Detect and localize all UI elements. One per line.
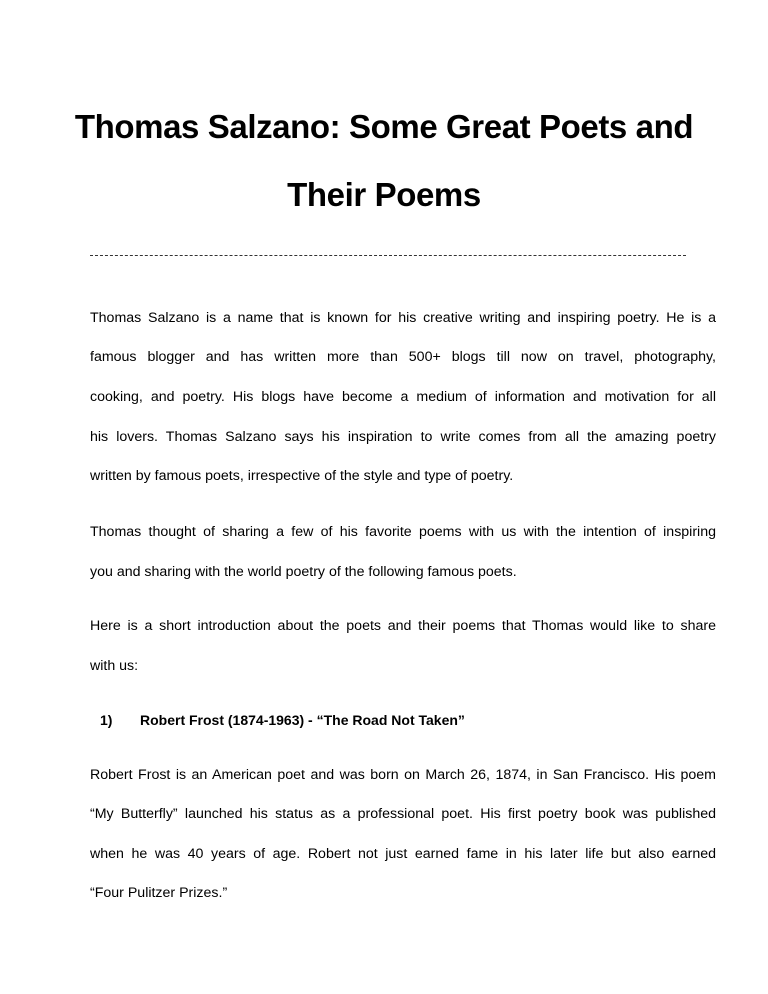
- dashed-separator: [90, 255, 686, 256]
- frost-paragraph-line: “Four Pulitzer Prizes.”: [90, 885, 228, 901]
- section-number: 1): [100, 712, 113, 728]
- intro-paragraph-line: his lovers. Thomas Salzano says his inspiration to write comes from all the amazing poetry: [90, 429, 716, 445]
- intro-paragraph-line: Thomas Salzano is a name that is known for his creative writing and inspiring poetry. He is a: [90, 310, 716, 326]
- section-heading-robert-frost: [100, 712, 465, 728]
- intro-paragraph-line: cooking, and poetry. His blogs have become a medium of information and motivation for all: [90, 389, 716, 405]
- frost-paragraph-line: when he was 40 years of age. Robert not just earned fame in his later life but also earned: [90, 846, 716, 862]
- short-intro-paragraph-line: with us:: [90, 658, 139, 674]
- document-title-line-1: Thomas Salzano: Some Great Poets and: [74, 108, 694, 145]
- sharing-paragraph-line: you and sharing with the world poetry of the following famous poets.: [90, 564, 517, 580]
- frost-paragraph-line: “My Butterfly” launched his status as a professional poet. His first poetry book was published: [90, 806, 716, 822]
- intro-paragraph-line: famous blogger and has written more than 500+ blogs till now on travel, photography,: [90, 349, 716, 365]
- frost-paragraph-line: Robert Frost is an American poet and was born on March 26, 1874, in San Francisco. His poem: [90, 767, 716, 783]
- intro-paragraph-line: written by famous poets, irrespective of the style and type of poetry.: [90, 468, 514, 484]
- document-title-line-2: Their Poems: [287, 176, 481, 213]
- section-heading-text: Robert Frost (1874-1963) - “The Road Not Taken”: [140, 712, 465, 728]
- sharing-paragraph-line: Thomas thought of sharing a few of his favorite poems with us with the intention of inspiring: [90, 524, 716, 540]
- short-intro-paragraph-line: Here is a short introduction about the poets and their poems that Thomas would like to share: [90, 618, 716, 634]
